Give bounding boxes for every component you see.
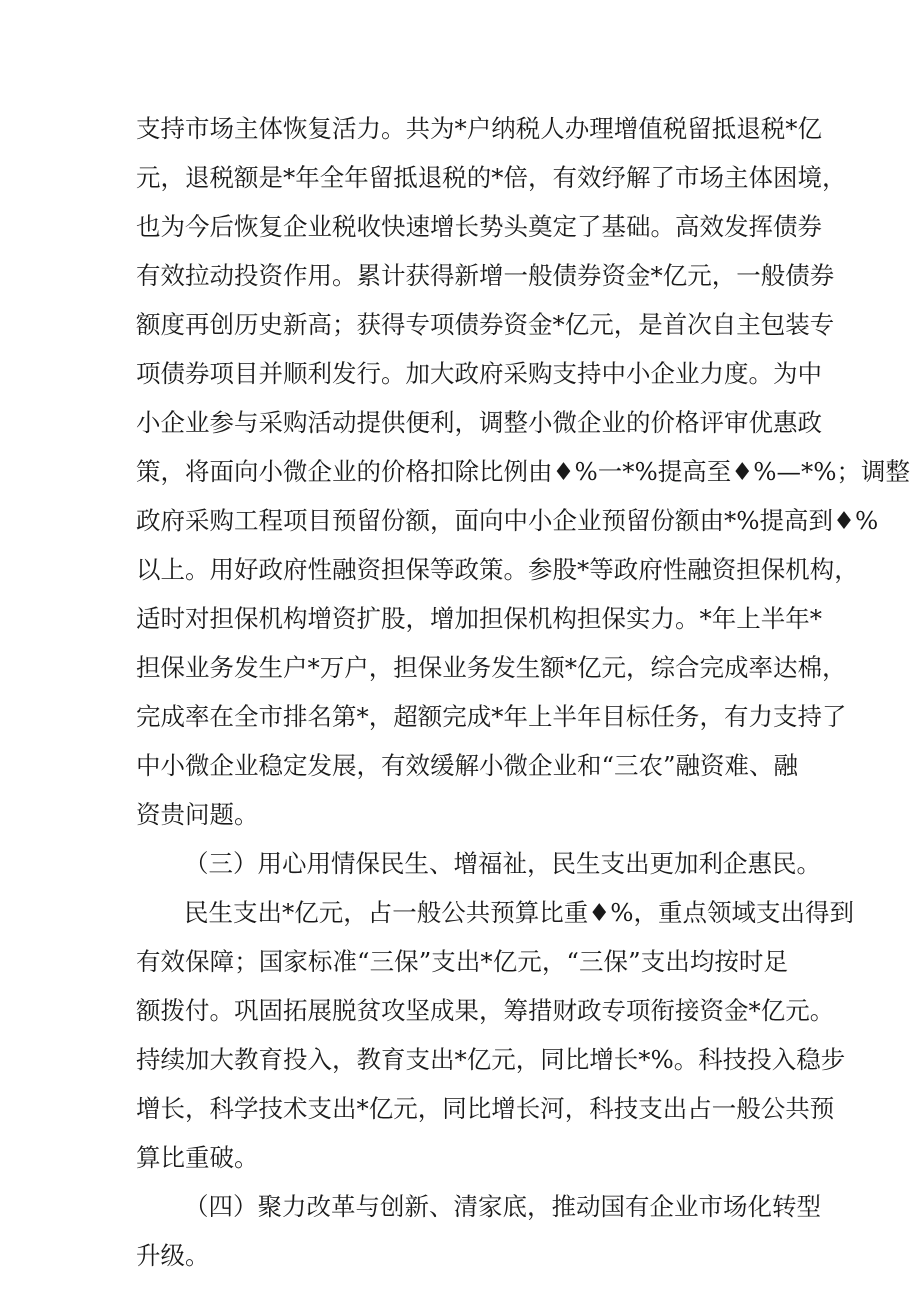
paragraph-line: 有效保障；国家标准“三保”支出*亿元，“三保”支出均按时足 [136,947,788,976]
paragraph-line: 额度再创历史新高；获得专项债券资金*亿元，是首次自主包装专 [136,310,835,339]
paragraph-line: 持续加大教育投入，教育支出*亿元，同比增长*%。科技投入稳步 [136,1045,846,1074]
paragraph-line: 资贵问题。 [136,800,259,829]
paragraph-line: 适时对担保机构增资扩股，增加担保机构担保实力。*年上半年* [136,604,822,633]
section-heading: （四）聚力改革与创新、清家底，推动国有企业市场化转型 [184,1192,821,1221]
paragraph-line: 支持市场主体恢复活力。共为*户纳税人办理增值税留抵退税*亿 [136,114,822,143]
paragraph-line: 也为今后恢复企业税收快速增长势头奠定了基础。高效发挥债券 [136,212,822,241]
paragraph-line: 策，将面向小微企业的价格扣除比例由♦%一*%提高至♦%—*%；调整 [136,457,911,486]
paragraph-line: 额拨付。巩固拓展脱贫攻坚成果，筹措财政专项衔接资金*亿元。 [136,996,835,1025]
paragraph-line: 算比重破。 [136,1143,259,1172]
paragraph-line: 元，退税额是*年全年留抵退税的*倍，有效纾解了市场主体困境， [136,163,847,192]
paragraph-line: 项债券项目并顺利发行。加大政府采购支持中小企业力度。为中 [136,359,822,388]
paragraph-line: 完成率在全市排名第*，超额完成*年上半年目标任务，有力支持了 [136,702,847,731]
paragraph-line: 小企业参与采购活动提供便利，调整小微企业的价格评审优惠政 [136,408,822,437]
paragraph-line: 担保业务发生户*万户，担保业务发生额*亿元，综合完成率达棉， [136,653,847,682]
paragraph-line: 政府采购工程项目预留份额，面向中小企业预留份额由*%提高到♦% [136,506,879,535]
paragraph-line: 民生支出*亿元，占一般公共预算比重♦%，重点领域支出得到 [184,898,854,927]
section-heading: （三）用心用情保民生、增福祉，民生支出更加利企惠民。 [184,849,821,878]
section-heading-continued: 升级。 [136,1241,210,1270]
paragraph-line: 中小微企业稳定发展，有效缓解小微企业和“三农”融资难、融 [136,751,799,780]
paragraph-line: 以上。用好政府性融资担保等政策。参股*等政府性融资担保机构， [136,555,859,584]
paragraph-line: 增长，科学技术支出*亿元，同比增长河，科技支出占一般公共预 [136,1094,835,1123]
paragraph-line: 有效拉动投资作用。累计获得新增一般债券资金*亿元，一般债券 [136,261,835,290]
